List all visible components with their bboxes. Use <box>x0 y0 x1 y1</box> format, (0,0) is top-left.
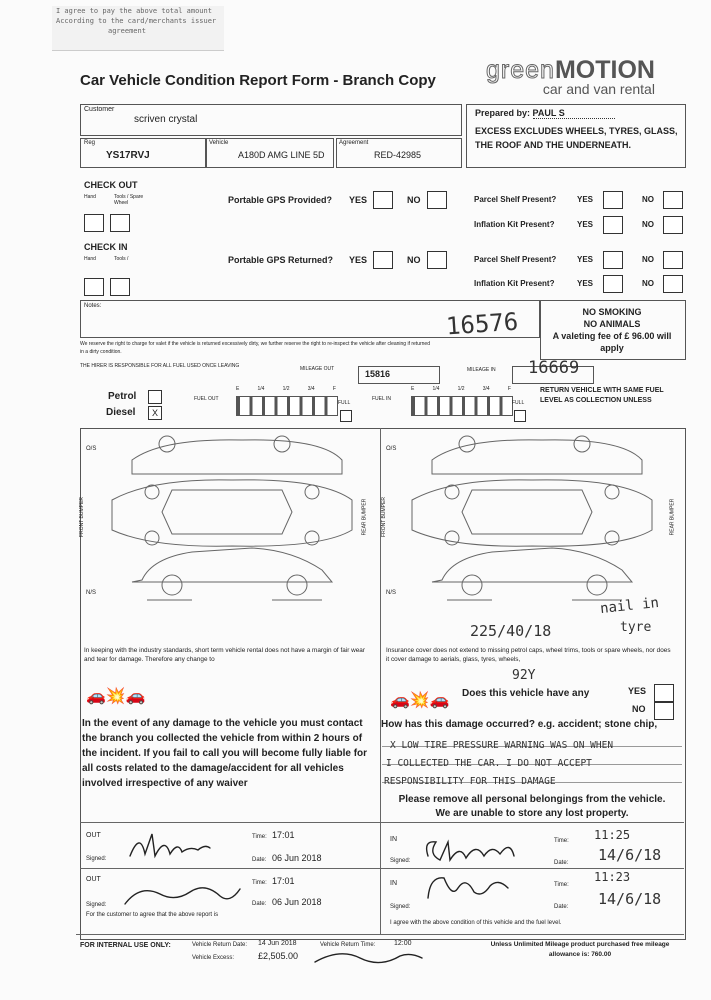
tick-label: F <box>507 386 511 392</box>
tick-label: 3/4 <box>307 386 315 392</box>
in-time-value-2: 11:23 <box>594 870 631 884</box>
inflation-kit-out-yes-checkbox[interactable] <box>603 216 623 234</box>
reg-value: YS17RVJ <box>106 150 150 161</box>
petrol-checkbox[interactable] <box>148 390 162 404</box>
check-in-tools-label: Tools / <box>114 256 129 262</box>
in-signature-2 <box>418 868 528 908</box>
no-animals-label: NO ANIMALS <box>583 319 641 329</box>
damage-yes-label: YES <box>628 686 647 696</box>
mileage-out-value: 15816 <box>365 369 391 379</box>
logo-green-text: green <box>486 56 555 84</box>
receipt-line: I agree to pay the above total amount <box>56 7 212 15</box>
customer-agree-text: For the customer to agree that the above report is <box>86 912 219 918</box>
in-date-value-2: 14/6/18 <box>598 890 662 908</box>
receipt-line: According to the card/merchants issuer <box>56 17 217 25</box>
tick-label: F <box>332 386 336 392</box>
prepared-by <box>475 108 615 118</box>
diesel-checkbox[interactable] <box>148 406 162 420</box>
excess-note: EXCESS EXCLUDES WHEELS, TYRES, GLASS, THE ROOF AND THE UNDERNEATH. <box>475 126 678 150</box>
ns-label-right: N/S <box>386 590 397 596</box>
damage-yes-checkbox[interactable] <box>654 684 674 702</box>
excess-label: Vehicle Excess: <box>192 955 235 961</box>
belongings-line-2: We are unable to store any lost property. <box>435 808 629 819</box>
out-date-value-2: 06 Jun 2018 <box>272 897 322 907</box>
fuel-in-full-label: FULL <box>512 400 525 406</box>
no-smoking-text <box>540 306 684 354</box>
parcel-shelf-out-yes-label: YES <box>577 195 594 204</box>
check-out-hand-checkbox[interactable] <box>84 214 104 232</box>
diagram-divider <box>380 428 381 868</box>
inflation-kit-in-yes-label: YES <box>577 279 594 288</box>
in-signature-1 <box>418 830 528 870</box>
in-date-label-2: Date: <box>554 904 569 910</box>
fuel-in-full-checkbox[interactable] <box>514 410 526 422</box>
damage-description-line-2: I COLLECTED THE CAR. I DO NOT ACCEPT <box>386 758 592 769</box>
parcel-shelf-out-no-checkbox[interactable] <box>663 191 683 209</box>
fuel-out-gauge <box>236 396 338 416</box>
logo-subtitle: car and van rental <box>542 81 655 97</box>
out-label-1: OUT <box>86 832 101 839</box>
in-date-value-1: 14/6/18 <box>598 846 662 864</box>
agreement-label: Agreement <box>339 140 369 146</box>
ns-label-left: N/S <box>86 590 97 596</box>
check-in-title: CHECK IN <box>84 242 128 252</box>
out-date-value-1: 06 Jun 2018 <box>272 853 322 863</box>
logo-motion-text: MOTION <box>554 56 655 84</box>
return-time-label: Vehicle Return Time: <box>320 942 376 948</box>
customer-label: Customer <box>84 106 115 113</box>
mileage-out-label: MILEAGE OUT <box>300 366 335 372</box>
wear-tear-text: In keeping with the industry standards, short term vehicle rental does not have a margin of fair wear and tear for damage. Therefore any change to <box>84 647 365 663</box>
mileage-in-value: 16669 <box>528 358 580 378</box>
car-diagram-left <box>92 430 372 610</box>
check-out-tools-checkbox[interactable] <box>110 214 130 232</box>
mileage-in-label: MILEAGE IN <box>467 367 496 373</box>
inflation-kit-in-no-label: NO <box>642 279 654 288</box>
internal-use-label: FOR INTERNAL USE ONLY: <box>80 942 171 949</box>
check-in-hand-label: Hand <box>84 256 96 262</box>
inflation-kit-out-no-label: NO <box>642 220 654 229</box>
os-label-left: O/S <box>86 446 97 452</box>
rear-bumper-label-left: REAR BUMPER <box>361 498 368 536</box>
fuel-responsibility-note: THE HIRER IS RESPONSIBLE FOR ALL FUEL USED ONCE LEAVING <box>80 363 240 369</box>
tick-label: E <box>236 386 240 392</box>
damage-no-checkbox[interactable] <box>654 702 674 720</box>
notes-handwritten-value: 16576 <box>445 307 520 341</box>
inflation-kit-in-question: Inflation Kit Present? <box>474 279 555 288</box>
gps-returned-no-checkbox[interactable] <box>427 251 447 269</box>
fuel-in-label: FUEL IN <box>372 396 391 402</box>
page-title: Car Vehicle Condition Report Form - Branch Copy <box>80 72 436 89</box>
out-signature-1 <box>120 826 220 866</box>
tick-label: 3/4 <box>482 386 490 392</box>
in-signed-label-1: Signed: <box>390 858 411 864</box>
out-date-label-1: Date: <box>252 857 267 863</box>
gps-provided-no-label: NO <box>407 195 421 205</box>
gps-provided-no-checkbox[interactable] <box>427 191 447 209</box>
damage-question: Does this vehicle have any <box>462 688 590 699</box>
return-time-value: 12:00 <box>394 940 412 947</box>
parcel-shelf-in-no-label: NO <box>642 255 654 264</box>
out-time-label-1: Time: <box>252 834 267 840</box>
parcel-shelf-in-yes-label: YES <box>577 255 594 264</box>
parcel-shelf-in-yes-checkbox[interactable] <box>603 251 623 269</box>
accident-icon-right: 🚗💥🚗 <box>390 692 450 709</box>
valet-disclaimer: We reserve the right to charge for valet if the vehicle is returned excessively dirty, we further reserve the right to re-inspect the vehicle after cleaning if returned in a dirty condition. <box>80 341 430 355</box>
fuel-out-full-label: FULL <box>338 400 351 406</box>
fuel-out-full-checkbox[interactable] <box>340 410 352 422</box>
gps-provided-yes-checkbox[interactable] <box>373 191 393 209</box>
car-diagram-right <box>392 430 672 610</box>
parcel-shelf-in-no-checkbox[interactable] <box>663 251 683 269</box>
brand-logo <box>486 56 655 97</box>
fuel-out-ticks <box>236 386 336 392</box>
vehicle-value: A180D AMG LINE 5D <box>238 150 325 160</box>
gps-returned-question: Portable GPS Returned? <box>228 255 334 265</box>
tick-label: 1/4 <box>432 386 440 392</box>
petrol-label: Petrol <box>108 391 137 402</box>
insurance-text: Insurance cover does not extend to missing petrol caps, wheel trims, tools or spare wheels, nor does it cover damage to aerials, glass, tyres, wheels, <box>386 647 671 663</box>
tick-label: 1/2 <box>282 386 290 392</box>
check-in-tools-checkbox[interactable] <box>110 278 130 296</box>
damage-description-line-1: X LOW TIRE PRESSURE WARNING WAS ON WHEN <box>390 740 614 751</box>
fuel-out-label: FUEL OUT <box>194 396 219 402</box>
notes-label: Notes: <box>84 303 102 309</box>
reg-label: Reg <box>84 140 96 146</box>
accident-icon-left: 🚗💥🚗 <box>86 688 146 705</box>
out-label-2: OUT <box>86 876 101 883</box>
front-bumper-label-left: FRONT BUMPER <box>78 497 85 537</box>
no-smoking-label: NO SMOKING <box>582 307 642 317</box>
check-out-hand-label: Hand <box>84 194 96 200</box>
mileage-allowance-note: Unless Unlimited Mileage product purchased free mileage allowance is: 760.00 <box>490 941 670 958</box>
annotation-nail: nail in <box>599 594 660 618</box>
signoff-divider <box>380 822 381 934</box>
out-time-label-2: Time: <box>252 880 267 886</box>
in-agree-text: I agree with the above condition of this vehicle and the fuel level. <box>390 920 562 926</box>
out-signed-label-2: Signed: <box>86 902 107 908</box>
in-time-label-1: Time: <box>554 838 569 844</box>
tick-label: E <box>411 386 415 392</box>
diesel-label: Diesel <box>106 407 136 418</box>
in-time-label-2: Time: <box>554 882 569 888</box>
rear-bumper-label-right: REAR BUMPER <box>669 498 676 536</box>
vehicle-label: Vehicle <box>209 140 229 146</box>
footer-scribble <box>310 944 430 974</box>
parcel-shelf-out-question: Parcel Shelf Present? <box>474 195 557 204</box>
in-label-2: IN <box>390 880 397 887</box>
out-time-value-2: 17:01 <box>272 876 295 886</box>
prepared-by-label: Prepared by: <box>475 108 531 118</box>
in-time-value-1: 11:25 <box>594 828 631 842</box>
footer-rule <box>76 934 684 935</box>
annotation-tyre-size: 225/40/18 <box>470 622 552 640</box>
how-damage-question: How has this damage occurred? e.g. accident; stone chip, <box>381 719 658 730</box>
inflation-kit-out-yes-label: YES <box>577 220 594 229</box>
fuel-in-ticks <box>411 386 511 392</box>
fuel-in-gauge <box>411 396 513 416</box>
parcel-shelf-out-yes-checkbox[interactable] <box>603 191 623 209</box>
out-date-label-2: Date: <box>252 901 267 907</box>
return-date-label: Vehicle Return Date: <box>192 942 248 948</box>
inflation-kit-out-no-checkbox[interactable] <box>663 216 683 234</box>
out-signed-label-1: Signed: <box>86 856 107 862</box>
in-signed-label-2: Signed: <box>390 904 411 910</box>
belongings-note <box>382 793 682 821</box>
out-time-value-1: 17:01 <box>272 830 295 840</box>
os-label-right: O/S <box>386 446 397 452</box>
diesel-mark: X <box>151 408 158 418</box>
customer-name: scriven crystal <box>134 114 198 125</box>
prepared-by-value: PAUL S <box>533 108 615 119</box>
agreement-value: RED-42985 <box>374 150 422 160</box>
belongings-line-1: Please remove all personal belongings from the vehicle. <box>398 794 666 805</box>
return-date-value: 14 Jun 2018 <box>258 940 297 947</box>
damage-description-line-3: RESPONSIBILITY FOR THIS DAMAGE <box>384 776 556 787</box>
gps-provided-yes-label: YES <box>349 195 368 205</box>
damage-no-label: NO <box>632 704 646 714</box>
tick-label: 1/2 <box>457 386 465 392</box>
return-fuel-note: RETURN VEHICLE WITH SAME FUEL LEVEL AS COLLECTION UNLESS <box>540 387 664 404</box>
inflation-kit-in-yes-checkbox[interactable] <box>603 275 623 293</box>
tick-label: 1/4 <box>257 386 265 392</box>
signoff-top-rule <box>80 822 684 823</box>
damage-notice: In the event of any damage to the vehicle you must contact the branch you collected the vehicle from within 2 hours of the incident. If you fail to call you will become fully liable for all costs related to the damage/accident for all vehicles involved irrespective of any waiver <box>82 718 368 789</box>
excess-value: £2,505.00 <box>258 951 299 961</box>
check-in-hand-checkbox[interactable] <box>84 278 104 296</box>
receipt-slip <box>52 6 224 51</box>
parcel-shelf-out-no-label: NO <box>642 195 654 204</box>
gps-returned-yes-label: YES <box>349 255 368 265</box>
inflation-kit-out-question: Inflation Kit Present? <box>474 220 555 229</box>
gps-provided-question: Portable GPS Provided? <box>228 195 333 205</box>
gps-returned-yes-checkbox[interactable] <box>373 251 393 269</box>
out-signature-2 <box>120 874 250 914</box>
signoff-mid-rule <box>80 868 684 869</box>
annotation-load-code: 92Y <box>512 668 536 683</box>
front-bumper-label-right: FRONT BUMPER <box>380 497 387 537</box>
valeting-fee-label: A valeting fee of £ 96.00 will apply <box>552 331 672 353</box>
inflation-kit-in-no-checkbox[interactable] <box>663 275 683 293</box>
annotation-tyre: tyre <box>620 620 652 635</box>
receipt-line: agreement <box>108 27 146 35</box>
parcel-shelf-in-question: Parcel Shelf Present? <box>474 255 557 264</box>
check-out-tools-label: Tools / Spare Wheel <box>114 194 144 206</box>
check-out-title: CHECK OUT <box>84 180 138 190</box>
in-label-1: IN <box>390 836 397 843</box>
in-date-label-1: Date: <box>554 860 569 866</box>
gps-returned-no-label: NO <box>407 255 421 265</box>
